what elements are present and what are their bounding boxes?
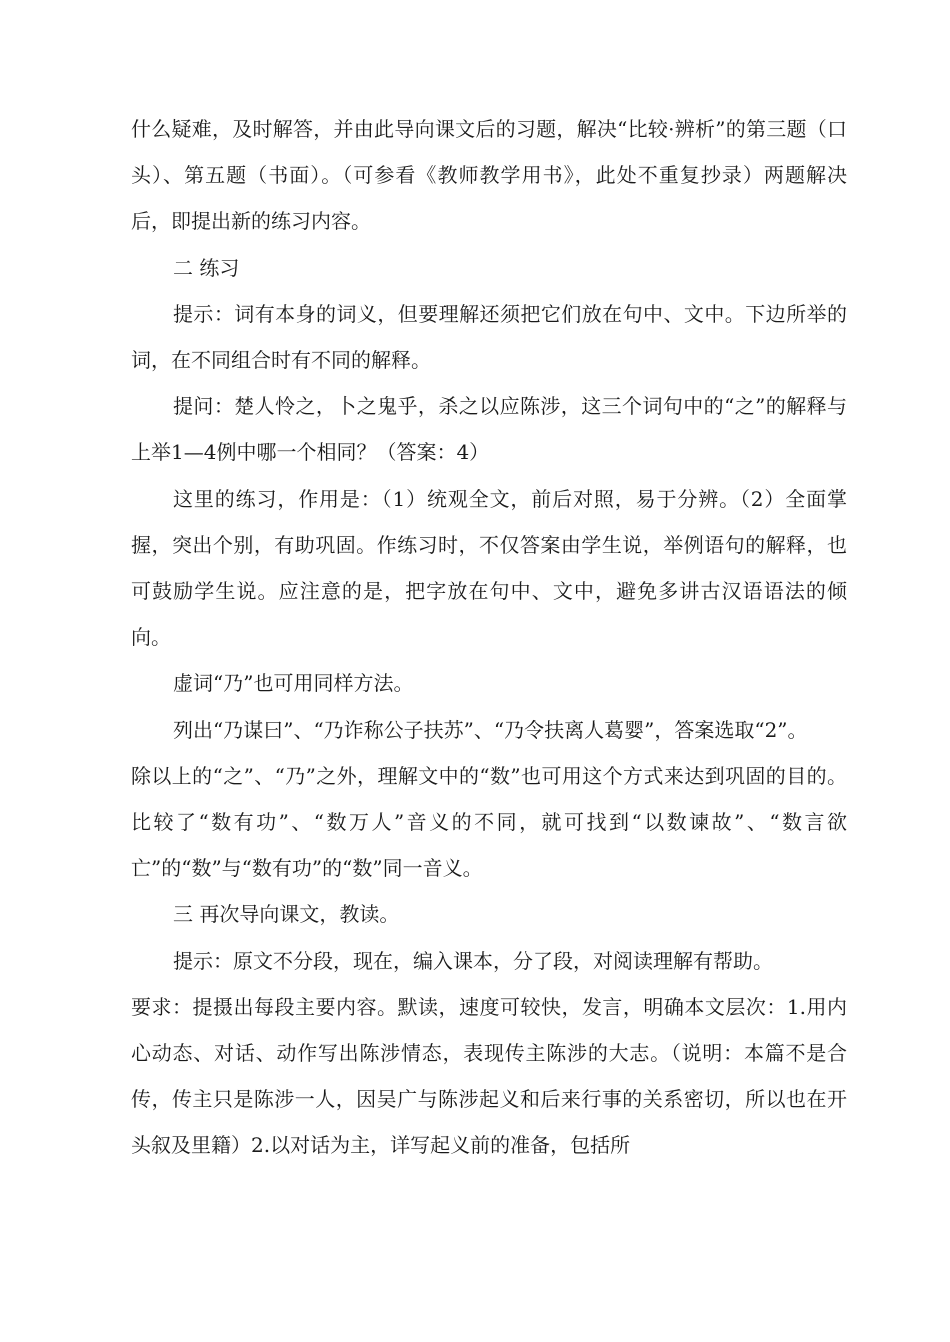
document-page	[131, 106, 847, 1169]
paragraph-shu: 除以上的“之”、“乃”之外，理解文中的“数”也可用这个方式来达到巩固的目的。比较了“数有功”、“数万人”音义的不同，就可找到“以数谏故”、“数言欲亡”的“数”与“数有功”的“数”同一音义。	[131, 763, 847, 881]
paragraph-question: 提问：楚人怜之，卜之鬼乎，杀之以应陈涉，这三个词句中的“之”的解释与上举1—4例中哪一个相同？（答案：4）	[131, 394, 847, 465]
paragraph-function-word: 虚词“乃”也可用同样方法。	[173, 671, 414, 696]
section-heading-practice: 二 练习	[173, 255, 240, 280]
paragraph-requirements: 要求：提摄出每段主要内容。默读，速度可较快，发言，明确本文层次：1.用内心动态、对话、动作写出陈涉情态，表现传主陈涉的大志。（说明：本篇不是合传，传主只是陈涉一人，因吴广与陈涉起义和后来行事的关系密切，所以也在开头叙及里籍）2.以对话为主，详写起义前的准备，包括所	[131, 994, 847, 1158]
paragraph-hint: 提示：词有本身的词义，但要理解还须把它们放在句中、文中。下边所举的词，在不同组合时有不同的解释。	[131, 301, 847, 373]
section-heading-reading: 三 再次导向课文，教读。	[173, 902, 400, 927]
paragraph-examples: 列出“乃谋曰”、“乃诈称公子扶苏”、“乃令扶离人葛婴”，答案选取“2”。	[173, 717, 808, 742]
paragraph-continuation: 什么疑难，及时解答，并由此导向课文后的习题，解决“比较·辨析”的第三题（口头）、第五题（书面）。（可参看《教师教学用书》，此处不重复抄录）两题解决后，即提出新的练习内容。	[131, 117, 847, 234]
paragraph-reading-hint: 提示：原文不分段，现在，编入课本，分了段，对阅读理解有帮助。	[173, 948, 773, 973]
paragraph-exercise-purpose: 这里的练习，作用是：（1）统观全文，前后对照，易于分辨。（2）全面掌握，突出个别，有助巩固。作练习时，不仅答案由学生说，举例语句的解释，也可鼓励学生说。应注意的是，把字放在句中、文中，避免多讲古汉语语法的倾向。	[131, 486, 847, 650]
